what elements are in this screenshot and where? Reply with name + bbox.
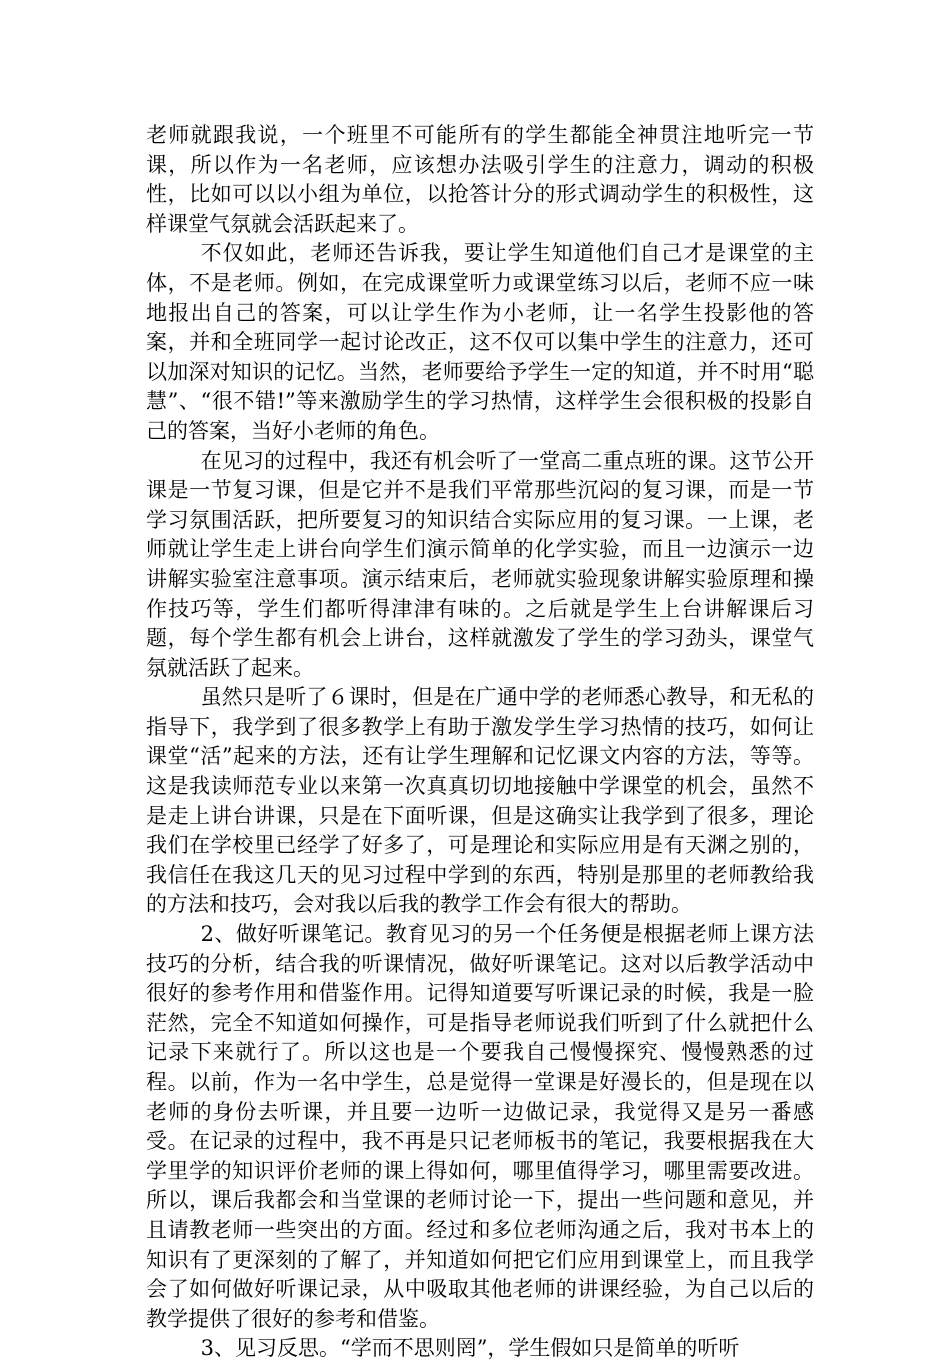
- paragraph-1: 老师就跟我说，一个班里不可能所有的学生都能全神贯注地听完一节课，所以作为一名老师，应该想办法吸引学生的注意力，调动的积极性，比如可以以小组为单位，以抢答计分的形式调动学生的积极性，这样课堂气氛就会活跃起来了。: [146, 123, 814, 236]
- paragraph-6: 3、见习反思。“学而不思则罔”，学生假如只是简单的听听: [200, 1336, 740, 1361]
- paragraph-2: 不仅如此，老师还告诉我，要让学生知道他们自己才是课堂的主体，不是老师。例如，在完成课堂听力或课堂练习以后，老师不应一味地报出自己的答案，可以让学生作为小老师，让一名学生投影他的答案，并和全班同学一起讨论改正，这不仅可以集中学生的注意力，还可以加深对知识的记忆。当然，老师要给予学生一定的知道，并不时用“聪慧”、“很不错!”等来激励学生的学习热情，这样学生会很积极的投影自己的答案，当好小老师的角色。: [146, 241, 814, 443]
- paragraph-4: 虽然只是听了６课时，但是在广通中学的老师悉心教导，和无私的指导下，我学到了很多教学上有助于激发学生学习热情的技巧，如何让课堂“活”起来的方法，还有让学生理解和记忆课文内容的方法，等等。这是我读师范专业以来第一次真真切切地接触中学课堂的机会，虽然不是走上讲台讲课，只是在下面听课，但是这确实让我学到了很多，理论我们在学校里已经学了好多了，可是理论和实际应用是有天渊之别的，我信任在我这几天的见习过程中学到的东西，特别是那里的老师教给我的方法和技巧，会对我以后我的教学工作会有很大的帮助。: [146, 685, 814, 917]
- paragraph-5: 2、做好听课笔记。教育见习的另一个任务便是根据老师上课方法技巧的分析，结合我的听课情况，做好听课笔记。这对以后教学活动中很好的参考作用和借鉴作用。记得知道要写听课记录的时候，我是一脸茫然，完全不知道如何操作，可是指导老师说我们听到了什么就把什么记录下来就行了。所以这也是一个要我自己慢慢探究、慢慢熟悉的过程。以前，作为一名中学生，总是觉得一堂课是好漫长的，但是现在以老师的身份去听课，并且要一边听一边做记录，我觉得又是另一番感受。在记录的过程中，我不再是只记老师板书的笔记，我要根据我在大学里学的知识评价老师的课上得如何，哪里值得学习，哪里需要改进。所以，课后我都会和当堂课的老师讨论一下，提出一些问题和意见，并且请教老师一些突出的方面。经过和多位老师沟通之后，我对书本上的知识有了更深刻的了解了，并知道如何把它们应用到课堂上，而且我学会了如何做好听课记录，从中吸取其他老师的讲课经验，为自己以后的教学提供了很好的参考和借鉴。: [146, 922, 814, 1331]
- document-body: [146, 121, 814, 1364]
- paragraph-3: 在见习的过程中，我还有机会听了一堂高二重点班的课。这节公开课是一节复习课，但是它并不是我们平常那些沉闷的复习课，而是一节学习氛围活跃，把所要复习的知识结合实际应用的复习课。一上课，老师就让学生走上讲台向学生们演示简单的化学实验，而且一边演示一边讲解实验室注意事项。演示结束后，老师就实验现象讲解实验原理和操作技巧等，学生们都听得津津有味的。之后就是学生上台讲解课后习题，每个学生都有机会上讲台，这样就激发了学生的学习劲头，课堂气氛就活跃了起来。: [146, 448, 814, 680]
